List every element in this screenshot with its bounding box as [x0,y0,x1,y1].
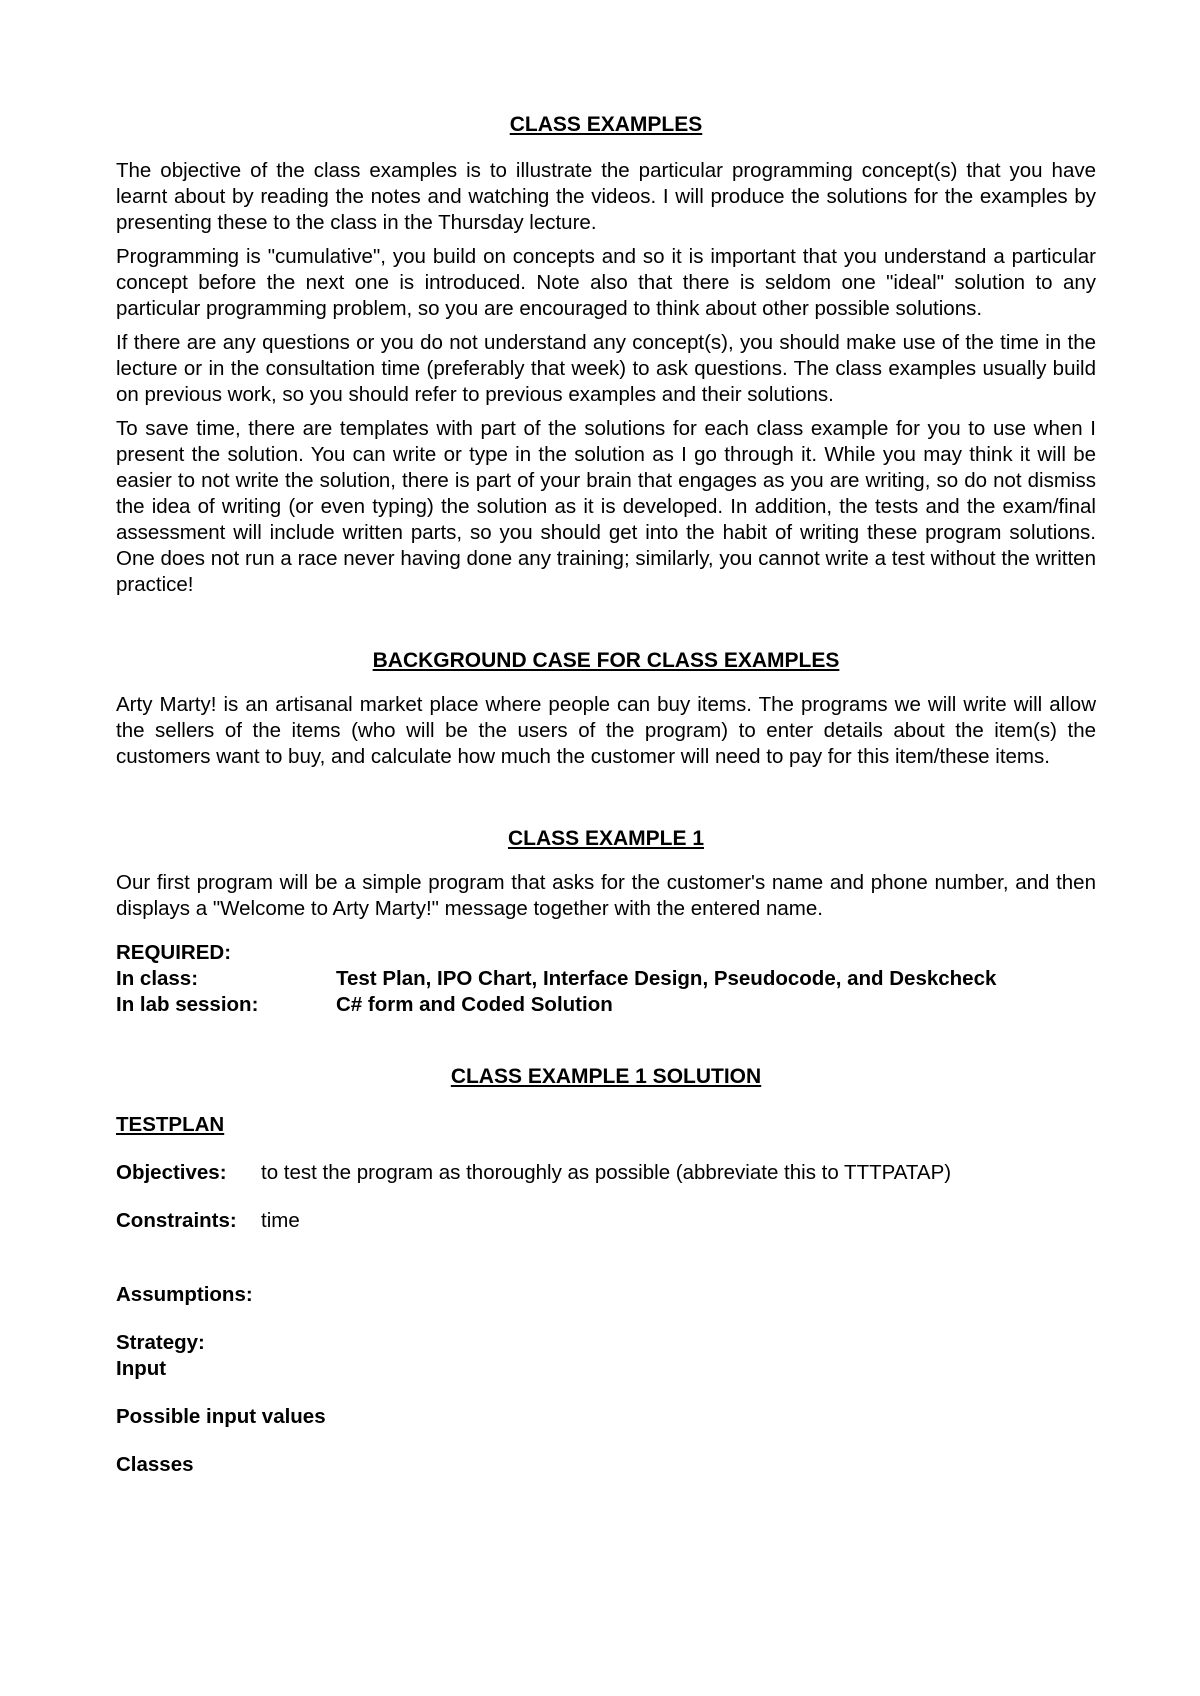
required-row-lab-session [116,992,1096,1018]
class-example-1-paragraph: Our first program will be a simple program that asks for the customer's name and phone number, and then displays a "Welcome to Arty Marty!" message together with the entered name. [116,871,1096,920]
possible-input-values-label: Possible input values [116,1405,326,1428]
required-row-label: In lab session: [116,993,259,1016]
background-case-heading: BACKGROUND CASE FOR CLASS EXAMPLES [372,649,840,672]
intro-paragraph-1: The objective of the class examples is to illustrate the particular programming concept(s) that you have learnt about by reading the notes and watching the videos. I will produce the solutions for the examples by presenting these to the class in the Thursday lecture. [116,159,1096,234]
required-row-in-class [116,966,1096,992]
objectives-label: Objectives: [116,1161,227,1184]
class-example-1-solution-heading: CLASS EXAMPLE 1 SOLUTION [450,1065,762,1088]
constraints-label: Constraints: [116,1209,237,1232]
strategy-label: Strategy: [116,1331,205,1354]
classes-label: Classes [116,1453,194,1476]
required-row-value: C# form and Coded Solution [336,993,613,1016]
background-paragraph: Arty Marty! is an artisanal market place where people can buy items. The programs we will write will allow the sellers of the items (who will be the users of the program) to enter details about the item(s) the customers want to buy, and calculate how much the customer will need to pay for this item/these items. [116,693,1096,768]
required-label: REQUIRED: [116,941,232,964]
intro-paragraph-2: Programming is "cumulative", you build on concepts and so it is important that you understand a particular concept before the next one is introduced. Note also that there is seldom one "ideal" solution to any particular programming problem, so you are encouraged to think about other possible solutions. [116,245,1096,320]
required-row-value: Test Plan, IPO Chart, Interface Design, Pseudocode, and Deskcheck [336,967,997,990]
objectives-value: to test the program as thoroughly as possible (abbreviate this to TTTPATAP) [261,1161,952,1184]
document-page [116,112,1096,1478]
constraints-row [116,1208,1096,1234]
class-example-1-heading: CLASS EXAMPLE 1 [507,827,705,850]
required-row-label: In class: [116,967,199,990]
testplan-subtitle: TESTPLAN [116,1113,225,1136]
class-examples-heading: CLASS EXAMPLES [509,113,703,136]
input-label: Input [116,1357,167,1380]
objectives-row [116,1160,1096,1186]
assumptions-label: Assumptions: [116,1283,253,1306]
intro-paragraph-4: To save time, there are templates with part of the solutions for each class example for you to use when I present the solution. You can write or type in the solution as I go through it. While you may think it will be easier to not write the solution, there is part of your brain that engages as you are writing, so do not dismiss the idea of writing (or even typing) the solution as it is developed. In addition, the tests and the exam/final assessment will include written parts, so you should get into the habit of writing these program solutions. One does not run a race never having done any training; similarly, you cannot write a test without the written practice! [116,417,1096,596]
constraints-value: time [261,1209,300,1232]
intro-paragraph-3: If there are any questions or you do not understand any concept(s), you should make use of the time in the lecture or in the consultation time (preferably that week) to ask questions. The class examples usually build on previous work, so you should refer to previous examples and their solutions. [116,331,1096,406]
